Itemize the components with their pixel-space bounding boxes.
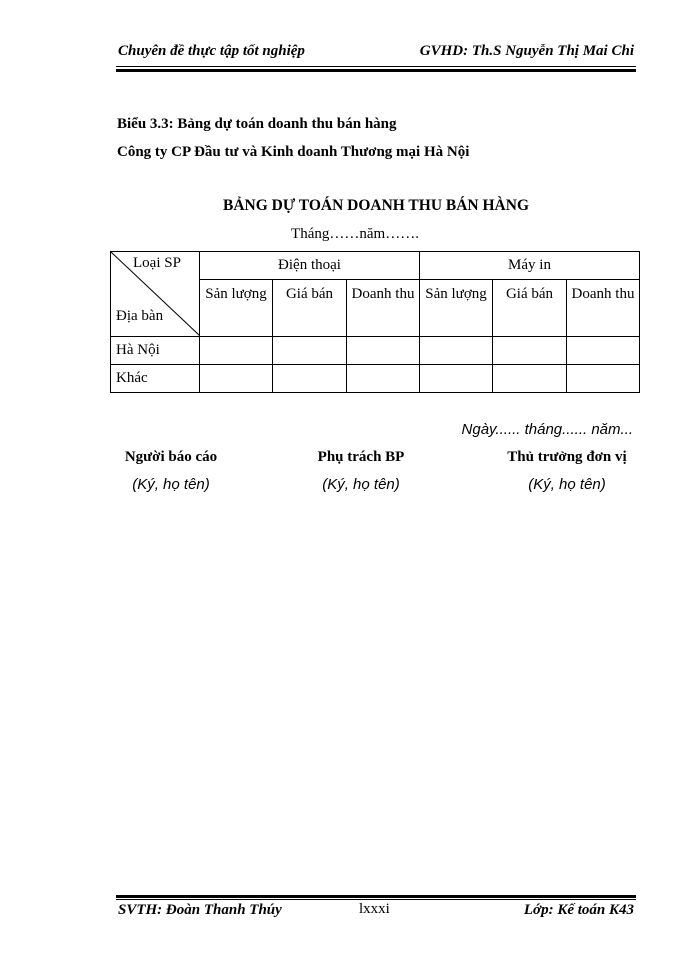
row-label-hanoi: Hà Nội bbox=[111, 337, 200, 365]
col-header-phone-quantity: Sản lượng bbox=[200, 280, 273, 337]
table-corner-cell bbox=[111, 252, 200, 337]
table-cell bbox=[567, 337, 640, 365]
table-cell bbox=[347, 365, 420, 393]
table-row bbox=[111, 337, 640, 365]
signature-role: Thủ trưởng đơn vị bbox=[507, 449, 627, 465]
corner-label-region: Địa bàn bbox=[116, 308, 164, 324]
table-cell bbox=[273, 337, 347, 365]
table-cell bbox=[200, 365, 273, 393]
signature-department-head bbox=[288, 449, 434, 493]
group-header-phone: Điện thoại bbox=[200, 252, 420, 280]
page-number: lxxxi bbox=[359, 901, 390, 917]
header-rule-thick bbox=[116, 69, 636, 72]
footer-rule-thin bbox=[116, 899, 636, 900]
caption-company: Công ty CP Đầu tư và Kinh doanh Thương mại Hà Nội bbox=[117, 144, 470, 160]
table-cell bbox=[567, 365, 640, 393]
signature-note: (Ký, họ tên) bbox=[132, 476, 210, 493]
col-header-printer-revenue: Doanh thu bbox=[567, 280, 640, 337]
group-header-printer: Máy in bbox=[420, 252, 640, 280]
page-header bbox=[116, 40, 636, 66]
table-cell bbox=[420, 365, 493, 393]
footer-class: Lớp: Kế toán K43 bbox=[523, 902, 634, 918]
header-supervisor: GVHD: Th.S Nguyễn Thị Mai Chi bbox=[419, 43, 634, 59]
signature-note: (Ký, họ tên) bbox=[322, 476, 400, 493]
signature-note: (Ký, họ tên) bbox=[528, 476, 606, 493]
col-header-printer-quantity: Sản lượng bbox=[420, 280, 493, 337]
signature-role: Phụ trách BP bbox=[317, 449, 405, 465]
row-label-other: Khác bbox=[111, 365, 200, 393]
document-title: BẢNG DỰ TOÁN DOANH THU BÁN HÀNG bbox=[222, 197, 529, 214]
table-cell bbox=[420, 337, 493, 365]
page-footer bbox=[116, 901, 636, 925]
col-header-printer-price: Giá bán bbox=[493, 280, 567, 337]
revenue-budget-table bbox=[110, 251, 640, 393]
col-header-phone-revenue: Doanh thu bbox=[347, 280, 420, 337]
period-line: Tháng……năm……. bbox=[291, 226, 419, 242]
col-header-phone-price: Giá bán bbox=[273, 280, 347, 337]
header-rule-thin bbox=[116, 66, 636, 67]
header-topic: Chuyên đề thực tập tốt nghiệp bbox=[118, 43, 305, 59]
footer-rule-thick bbox=[116, 895, 636, 898]
table-cell bbox=[493, 365, 567, 393]
footer-student: SVTH: Đoàn Thanh Thúy bbox=[118, 902, 282, 918]
signature-reporter bbox=[98, 449, 244, 493]
corner-label-product: Loại SP bbox=[133, 255, 181, 271]
table-cell bbox=[347, 337, 420, 365]
caption-form-number: Biểu 3.3: Bảng dự toán doanh thu bán hàng bbox=[117, 116, 397, 132]
table-cell bbox=[493, 337, 567, 365]
signature-unit-head bbox=[486, 449, 648, 493]
date-line: Ngày...... tháng...... năm... bbox=[461, 421, 633, 438]
table-cell bbox=[273, 365, 347, 393]
table-row bbox=[111, 365, 640, 393]
signature-role: Người báo cáo bbox=[124, 449, 218, 465]
table-cell bbox=[200, 337, 273, 365]
